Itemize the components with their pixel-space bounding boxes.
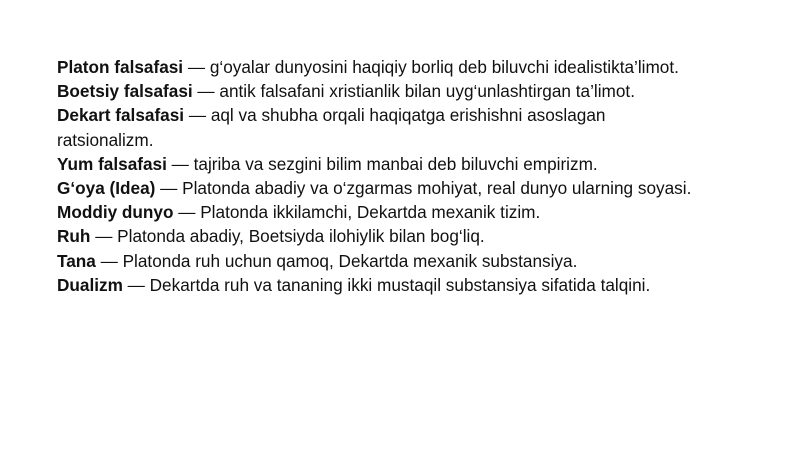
glossary-term: Platon falsafasi — [57, 57, 184, 77]
glossary-term: Dekart falsafasi — [57, 105, 185, 126]
glossary-definition: — Platonda abadiy, Boetsiyda ilohiylik bilan bog‘liq. — [90, 226, 485, 247]
glossary-entry-goya — [57, 176, 697, 200]
glossary-entry-dualizm — [57, 273, 697, 297]
glossary-term: Yum falsafasi — [57, 153, 167, 174]
glossary-definition: — antik falsafani xristianlik bilan uyg‘unlashtirgan ta’limot. — [192, 81, 635, 102]
glossary-term: Ruh — [57, 226, 91, 247]
glossary-entry-dekart — [57, 103, 697, 151]
glossary-definition: — g‘oyalar dunyosini haqiqiy borliq deb biluvchi idealistikta’limot. — [183, 57, 679, 77]
glossary-definition: — Dekartda ruh va tananing ikki mustaqil substansiya sifatida talqini. — [122, 274, 651, 295]
glossary-entry-boetsiy — [57, 79, 697, 103]
glossary-term: Tana — [57, 250, 96, 271]
glossary-term: G‘oya (Idea) — [57, 178, 156, 199]
glossary-term: Boetsiy falsafasi — [57, 81, 193, 102]
glossary-list — [57, 55, 697, 297]
glossary-entry-tana — [57, 249, 697, 273]
glossary-definition: — tajriba va sezgini bilim manbai deb biluvchi empirizm. — [166, 153, 598, 174]
glossary-entry-yum — [57, 152, 697, 176]
glossary-definition: — Platonda ikkilamchi, Dekartda mexanik tizim. — [173, 202, 541, 223]
glossary-entry-ruh — [57, 224, 697, 248]
glossary-entry-platon — [57, 55, 697, 79]
glossary-definition: — Platonda abadiy va o‘zgarmas mohiyat, real dunyo ularning soyasi. — [155, 178, 692, 199]
glossary-definition: — Platonda ruh uchun qamoq, Dekartda mexanik substansiya. — [95, 250, 578, 271]
glossary-term: Dualizm — [57, 274, 123, 295]
glossary-term: Moddiy dunyo — [57, 202, 174, 223]
glossary-definition: — aql va shubha orqali haqiqatga erishishni asoslagan ratsionalizm. — [57, 105, 606, 150]
glossary-entry-moddiy-dunyo — [57, 200, 697, 224]
